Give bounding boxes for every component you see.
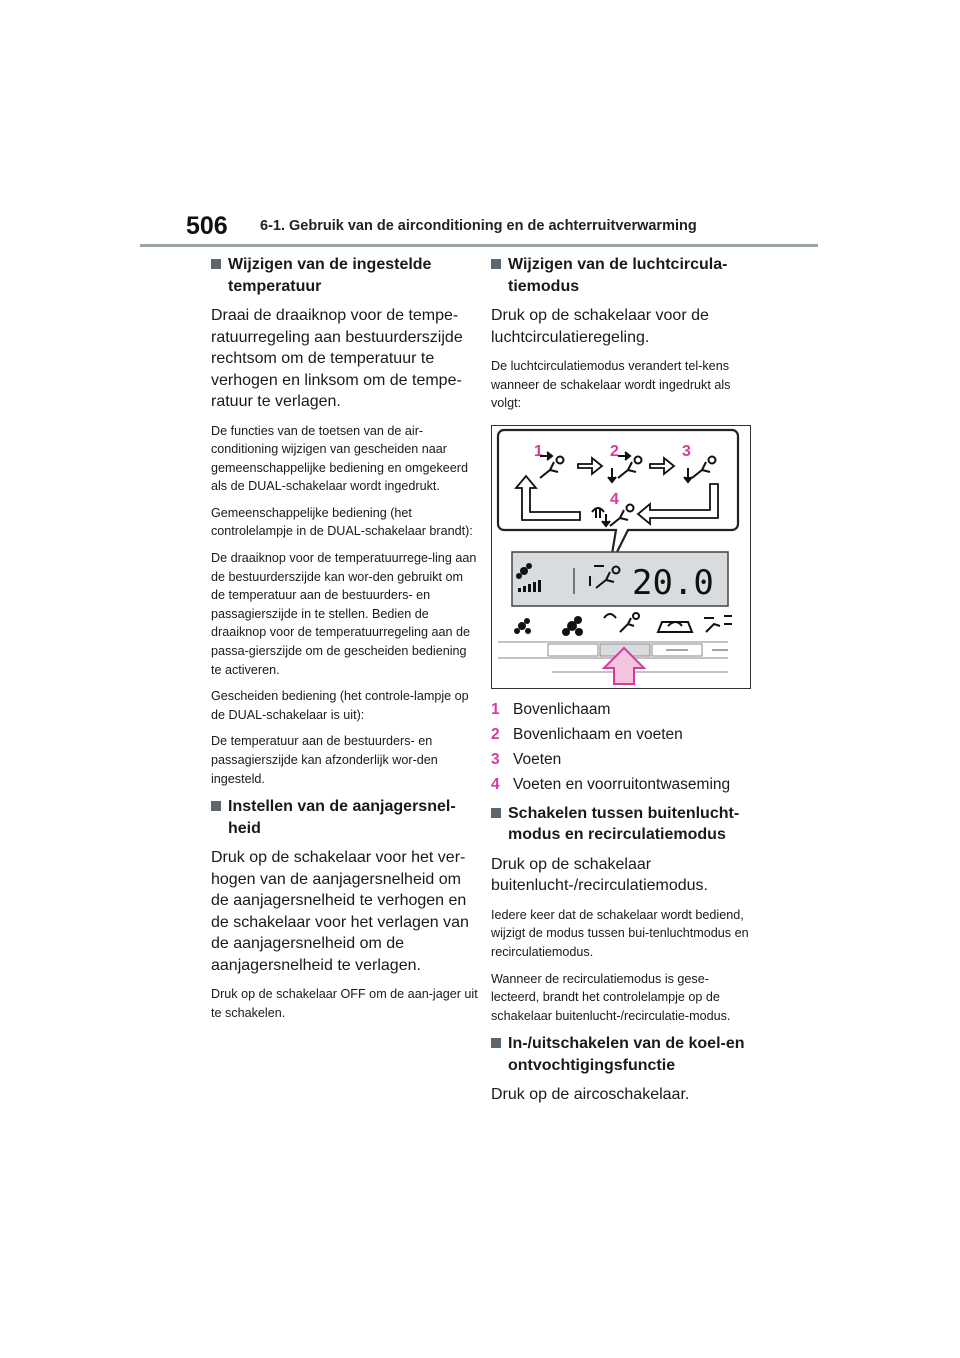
right-column <box>491 254 751 1115</box>
airflow-mode-figure <box>491 425 751 689</box>
note: Gescheiden bediening (het controle-lampje op de DUAL-schakelaar is uit): <box>211 689 469 722</box>
square-bullet-icon <box>491 1038 501 1048</box>
legend-item: 1 Bovenlichaam <box>491 700 611 718</box>
note: De draaiknop voor de temperatuurrege-ling aan de bestuurderszijde kan wor-den gebruikt om de temperatuur aan de bestuurders- en passagierszijde in te stellen. Bedien de draaiknop voor de temperatuurregeling aan de passa-gierszijde om de gescheiden bediening te activeren. <box>211 551 477 677</box>
callout-number-2: 2 <box>610 442 619 460</box>
mode-legend <box>491 697 751 797</box>
ac-button-icon[interactable] <box>704 616 732 632</box>
paragraph: Druk op de aircoschakelaar. <box>491 1086 690 1104</box>
note: Iedere keer dat de schakelaar wordt bediend, wijzigt de modus tussen bui-tenluchtmodus en recirculatiemodus. <box>491 907 749 959</box>
callout-number-4: 4 <box>610 490 619 508</box>
callout-number-1: 1 <box>534 442 543 460</box>
heading-temperature: Wijzigen van de ingestelde temperatuur <box>211 254 479 297</box>
note: Wanneer de recirculatiemodus is gese-lecteerd, brandt het controlelampje op de schakelaar buitenlucht-/recirculatie-modus. <box>491 971 731 1023</box>
legend-item: 4 Voeten en voorruitontwaseming <box>491 775 731 793</box>
note: De luchtcirculatiemodus verandert tel-kens wanneer de schakelaar wordt ingedrukt als volgt: <box>491 359 731 411</box>
note: De functies van de toetsen van de air-conditioning wijzigen van gescheiden naar gemeenschappelijke bediening en omgekeerd als de DUAL-schakelaar wordt ingedrukt. <box>211 423 468 494</box>
paragraph: Druk op de schakelaar voor het ver-hogen van de aanjagersnelheid om de aanjagersnelheid te verhogen en de schakelaar voor het verlagen van de aanjagersnelheid om de aanjagersnelheid te verlagen. <box>211 849 469 974</box>
heading-outside-recirculation: Schakelen tussen buitenlucht-modus en recirculatiemodus <box>491 803 751 846</box>
fan-up-button-icon[interactable] <box>562 616 583 636</box>
panel-button-outline <box>548 644 598 656</box>
note: Druk op de schakelaar OFF om de aan-jager uit te schakelen. <box>211 987 478 1020</box>
left-column <box>211 254 479 1030</box>
paragraph: Druk op de schakelaar buitenlucht-/recirculatiemodus. <box>491 855 708 895</box>
heading-cooling-dehumidify: In-/uitschakelen van de koel-en ontvochtigingsfunctie <box>491 1033 751 1076</box>
square-bullet-icon <box>491 808 501 818</box>
page-number: 506 <box>186 212 228 240</box>
mode-button-icon[interactable] <box>604 613 639 632</box>
note: De temperatuur aan de bestuurders- en passagierszijde kan afzonderlijk wor-den ingesteld. <box>211 734 438 786</box>
legend-item: 2 Bovenlichaam en voeten <box>491 725 683 743</box>
heading-fan-speed: Instellen van de aanjagersnel-heid <box>211 796 479 839</box>
recirculation-button-icon[interactable] <box>658 622 692 632</box>
paragraph: Druk op de schakelaar voor de luchtcirculatieregeling. <box>491 307 709 346</box>
heading-air-circulation: Wijzigen van de luchtcircula-tiemodus <box>491 254 751 297</box>
paragraph: Draai de draaiknop voor de tempe-ratuurregeling aan bestuurderszijde rechtsom om de temperatuur te verhogen en linksom om de tempe-ratuur te verlagen. <box>211 307 463 410</box>
legend-item: 3 Voeten <box>491 750 562 768</box>
airflow-mode-illustration <box>492 426 750 688</box>
square-bullet-icon <box>491 259 501 269</box>
square-bullet-icon <box>211 801 221 811</box>
section-title: 6-1. Gebruik van de airconditioning en de achterruitverwarming <box>260 218 697 234</box>
note: Gemeenschappelijke bediening (het controlelampje in de DUAL-schakelaar brandt): <box>211 505 473 539</box>
header-divider <box>140 244 818 247</box>
temperature-readout: 20.0 <box>632 562 714 603</box>
callout-number-3: 3 <box>682 442 691 460</box>
square-bullet-icon <box>211 259 221 269</box>
fan-down-button-icon[interactable] <box>514 618 531 634</box>
